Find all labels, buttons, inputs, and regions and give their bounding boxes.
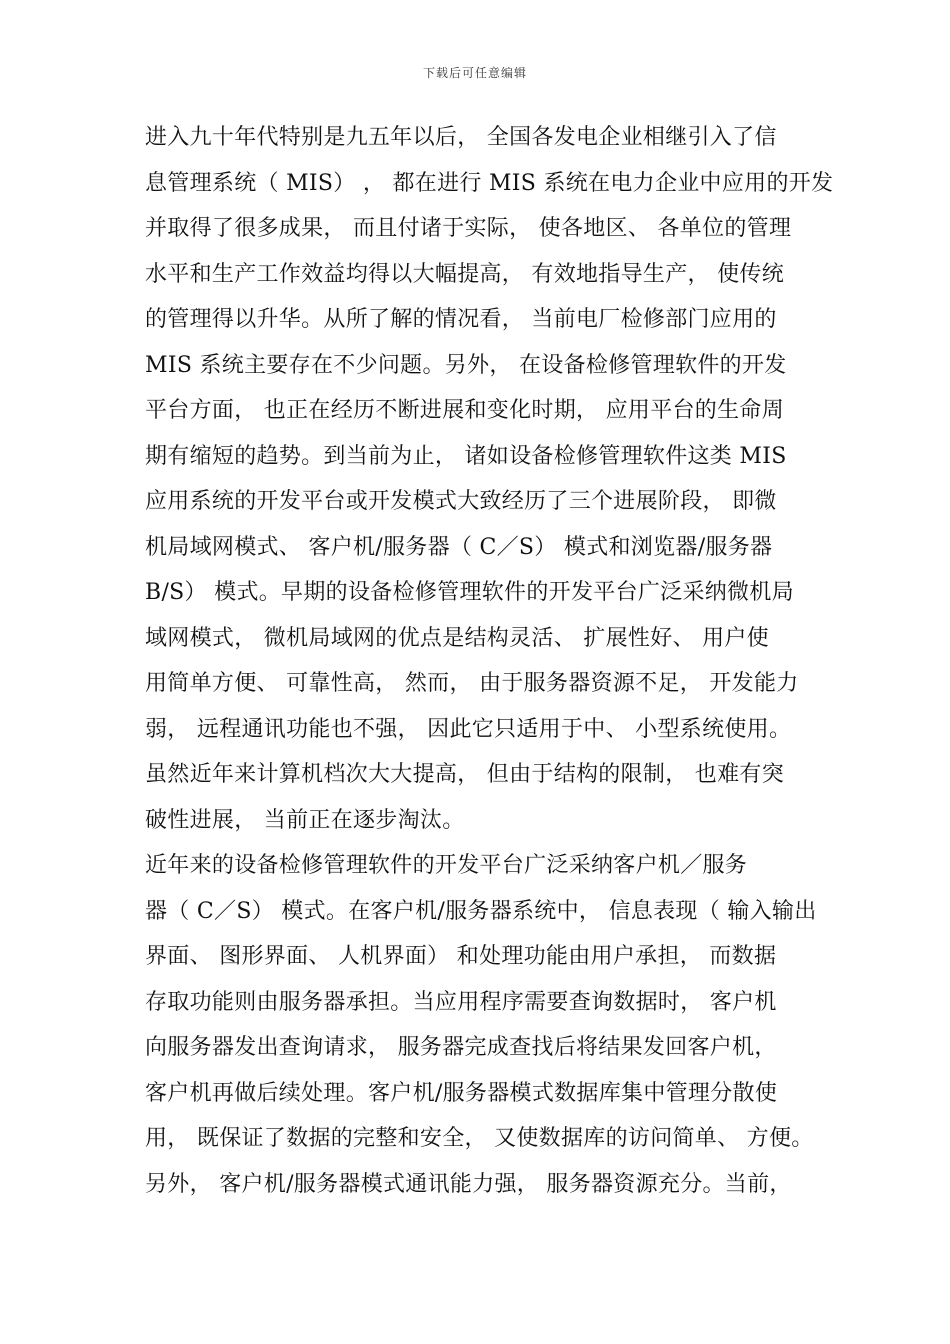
text-line: 的管理得以升华。从所了解的情况看， 当前电厂检修部门应用的 xyxy=(145,307,777,332)
text-line: 存取功能则由服务器承担。当应用程序需要查询数据时， 客户机 xyxy=(145,989,777,1015)
text-line: 破性进展， 当前正在逐步淘汰。 xyxy=(145,807,465,833)
text-line: 用简单方便、 可靠性高， 然而， 由于服务器资源不足， 开发能力 xyxy=(145,671,799,696)
text-line: 向服务器发出查询请求， 服务器完成查找后将结果发回客户机， xyxy=(145,1035,777,1060)
document-body xyxy=(145,115,834,1207)
text-line: 器（ C／S） 模式。在客户机/服务器系统中， 信息表现（ 输入输出 xyxy=(145,898,817,924)
text-line: 域网模式， 微机局域网的优点是结构灵活、 扩展性好、 用户使 xyxy=(145,625,769,651)
text-line: 进入九十年代特别是九五年以后， 全国各发电企业相继引入了信 xyxy=(145,125,777,150)
text-line: B/S） 模式。早期的设备检修管理软件的开发平台广泛采纳微机局 xyxy=(145,580,794,605)
text-line: 近年来的设备检修管理软件的开发平台广泛采纳客户机／服务 xyxy=(145,853,748,878)
text-line: 息管理系统（ MIS） ， 都在进行 MIS 系统在电力企业中应用的开发 xyxy=(145,170,834,196)
text-line: 期有缩短的趋势。到当前为止， 诸如设备检修管理软件这类 MIS xyxy=(145,443,787,469)
text-line: 界面、 图形界面、 人机界面） 和处理功能由用户承担， 而数据 xyxy=(145,944,777,969)
page-header: 下载后可任意编辑 xyxy=(422,66,527,80)
text-line: 客户机再做后续处理。客户机/服务器模式数据库集中管理分散使 xyxy=(145,1080,778,1106)
text-line: 机局域网模式、 客户机/服务器（ C／S） 模式和浏览器/服务器 xyxy=(145,534,773,560)
text-line: 应用系统的开发平台或开发模式大致经历了三个进展阶段， 即微 xyxy=(145,489,777,514)
text-line: 平台方面， 也正在经历不断进展和变化时期， 应用平台的生命周 xyxy=(145,398,784,423)
text-line: 另外， 客户机/服务器模式通讯能力强， 服务器资源充分。当前， xyxy=(145,1171,792,1197)
text-line: 虽然近年来计算机档次大大提高， 但由于结构的限制， 也难有突 xyxy=(145,762,784,787)
text-line: 用， 既保证了数据的完整和安全， 又使数据库的访问简单、 方便。 xyxy=(145,1126,814,1151)
text-line: 并取得了很多成果， 而且付诸于实际， 使各地区、 各单位的管理 xyxy=(145,216,792,241)
text-line: 弱， 远程通讯功能也不强， 因此它只适用于中、 小型系统使用。 xyxy=(145,716,792,742)
text-line: MIS 系统主要存在不少问题。另外， 在设备检修管理软件的开发 xyxy=(145,352,787,378)
text-line: 水平和生产工作效益均得以大幅提高， 有效地指导生产， 使传统 xyxy=(145,261,784,287)
